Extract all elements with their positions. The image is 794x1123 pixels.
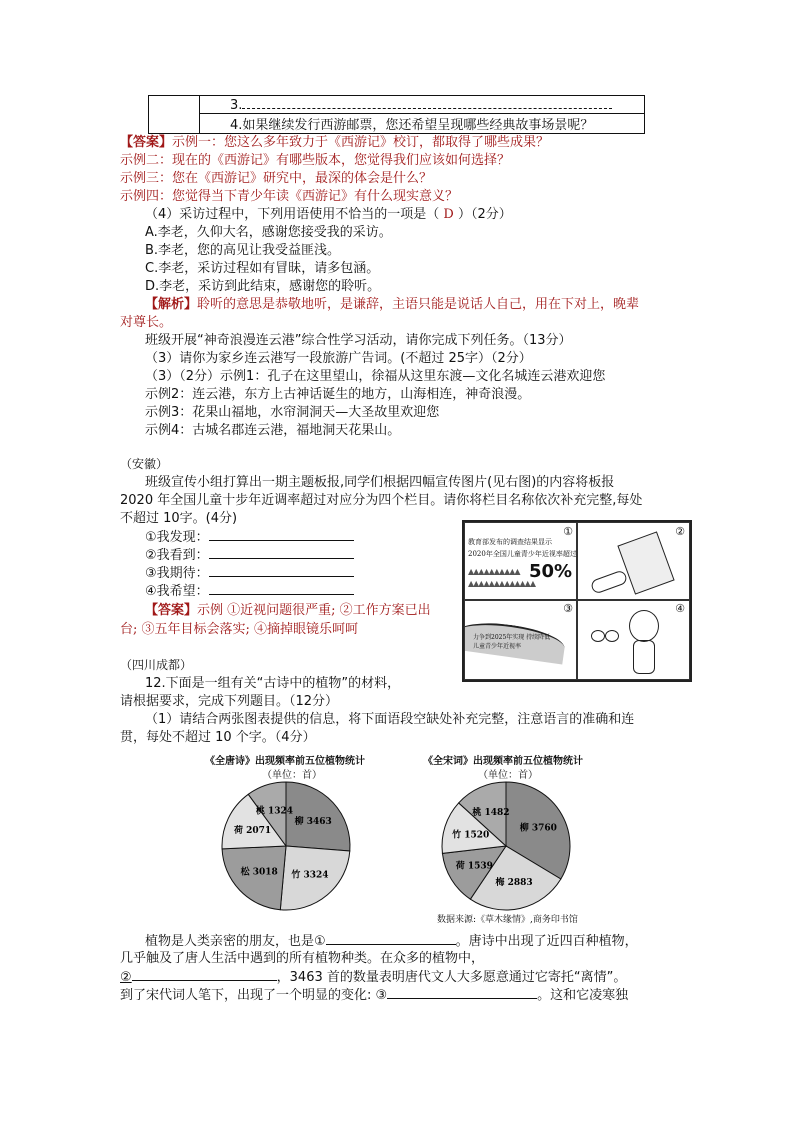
pie-label-桃: 桃 1482	[472, 808, 510, 819]
q12-sub1-line-2: 贯，每处不超过 10 个字。（4分）	[120, 730, 316, 745]
q4-option-c: C.李老，采访过程如有冒昧，请多包涵。	[145, 261, 380, 276]
para-line-4: 到了宋代词人笔下，出现了一个明显的变化: ③ 。这和它凌寒独	[120, 988, 629, 1003]
anhui-answer-1: 【答案】示例 ①近视问题很严重; ②工作方案已出	[145, 603, 431, 618]
lyg-example-1: （3）（2分）示例1：孔子在这里望山，徐福从这里东渡—文化名城连云港欢迎您	[145, 369, 606, 384]
anhui-para-3: 不超过 10字。(4分)	[120, 511, 238, 526]
q4-option-b: B.李老，您的高见让我受益匪浅。	[145, 243, 341, 258]
chart2-subtitle: （单位：首）	[478, 770, 538, 781]
anhui-para-1: 班级宣传小组打算出一期主题板报,同学们根据四幅宣传图片(见右图)的内容将板报	[145, 475, 615, 490]
answer-line-1: 【答案】示例一：您这么多年致力于《西游记》校订，都取得了哪些成果？	[120, 135, 550, 150]
cartoon-panel-3: ③ 力争到2025年实现 持续降低儿童青少年近视率	[464, 599, 578, 680]
analysis-line-2: 对尊长。	[120, 315, 173, 330]
cartoon-panel-2: ②	[576, 522, 690, 601]
lyg-example-3: 示例3：花果山福地，水帘洞洞天—大圣故里欢迎您	[145, 405, 440, 420]
answer-line-3: 示例三：您在《西游记》研究中，最深的体会是什么？	[120, 171, 433, 186]
chart2-pie	[440, 780, 572, 912]
lyg-example-4: 示例4：古城名郡连云港，福地洞天花果山。	[145, 423, 401, 438]
answer-line-4: 示例四：您觉得当下青少年读《西游记》有什么现实意义？	[120, 189, 459, 204]
analysis-line-1: 【解析】聆听的意思是恭敬地听，是谦辞，主语只能是说话人自己，用在下对上，晚辈	[145, 297, 640, 312]
q4-stem: （4）采访过程中，下列用语使用不恰当的一项是（ D ）（2分）	[145, 207, 512, 222]
anhui-item-2: ②我看到：	[145, 546, 354, 564]
q12-line-2: 请根据要求，完成下列题目。（12分）	[120, 694, 339, 709]
pie-label-荷: 荷 2071	[233, 825, 272, 836]
para-line-2: 几乎触及了唐人生活中遇到的所有植物种类。在众多的植物中，	[120, 951, 485, 966]
para-line-3: ② ，3463 首的数量表明唐代文人大多愿意通过它寄托“离情”。	[120, 970, 627, 985]
q12-line-1: 12.下面是一组有关“古诗中的植物”的材料，	[145, 676, 401, 691]
pie-label-柳: 柳 3463	[294, 816, 332, 827]
lyg-intro: 班级开展“神奇浪漫连云港”综合性学习活动，请你完成下列任务。（13分）	[145, 333, 572, 348]
pie-label-桃: 桃 1324	[255, 806, 294, 817]
q4-option-d: D.李老，采访到此结束，感谢您的聆听。	[145, 279, 381, 294]
anhui-answer-2: 台; ③五年目标会落实; ④摘掉眼镜乐呵呵	[120, 622, 359, 637]
table-row-3: 3.	[200, 96, 645, 114]
table-row-4: 4.如果继续发行西游邮票，您还希望呈现哪些经典故事场景呢？	[200, 114, 645, 134]
anhui-item-4: ④我希望：	[145, 582, 354, 600]
cartoon-image	[462, 520, 692, 682]
pie-label-竹: 竹 1520	[452, 830, 490, 841]
chart-source: 数据来源:《草木缘情》,商务印书馆	[437, 915, 578, 925]
pie-label-梅: 梅 2883	[495, 878, 533, 889]
lyg-example-2: 示例2：连云港，东方上古神话诞生的地方，山海相连，神奇浪漫。	[145, 387, 531, 402]
lyg-q3: （3）请你为家乡连云港写一段旅游广告词。(不超过 25字）（2分）	[145, 351, 532, 366]
q12-sub1-line-1: （1）请结合两张图表提供的信息，将下面语段空缺处补充完整，注意语言的准确和连	[145, 712, 635, 727]
q4-option-a: A.李老，久仰大名，感谢您接受我的采访。	[145, 225, 392, 240]
pie-slice-松	[222, 846, 286, 910]
anhui-item-3: ③我期待：	[145, 564, 354, 582]
anhui-para-2: 2020 年全国儿童十步年近调率超过对应分为四个栏目。请你将栏目名称依次补充完整,每处	[120, 493, 643, 508]
cartoon-panel-4: ④	[576, 599, 690, 680]
answer-line-2: 示例二：现在的《西游记》有哪些版本，您觉得我们应该如何选择？	[120, 153, 511, 168]
chart1-subtitle: （单位：首）	[262, 770, 322, 781]
pie-label-荷: 荷 1539	[455, 861, 493, 872]
chart1-pie	[220, 780, 352, 912]
chart1-title: 《全唐诗》出现频率前五位植物统计	[205, 756, 365, 767]
para-line-1: 植物是人类亲密的朋友，也是① 。唐诗中出现了近四百种植物，	[145, 934, 638, 949]
anhui-item-1: ①我发现：	[145, 528, 354, 546]
anhui-region: （安徽）	[120, 457, 169, 471]
chart2-title: 《全宋词》出现频率前五位植物统计	[423, 756, 583, 767]
chengdu-region: （四川成都）	[120, 658, 193, 672]
cartoon-panel-1: ① 教育部发布的调查结果显示 2020年全国儿童青少年近视率超过 ▲▲▲▲▲▲▲▲▲▲ ▲▲▲▲▲▲▲▲▲▲▲▲▲ 50%	[464, 522, 578, 601]
pie-label-竹: 竹 3324	[291, 870, 329, 881]
table-label-cell	[149, 96, 200, 134]
pie-label-柳: 柳 3760	[519, 823, 557, 834]
pie-label-松: 松 3018	[240, 867, 278, 878]
interview-table	[148, 95, 645, 134]
